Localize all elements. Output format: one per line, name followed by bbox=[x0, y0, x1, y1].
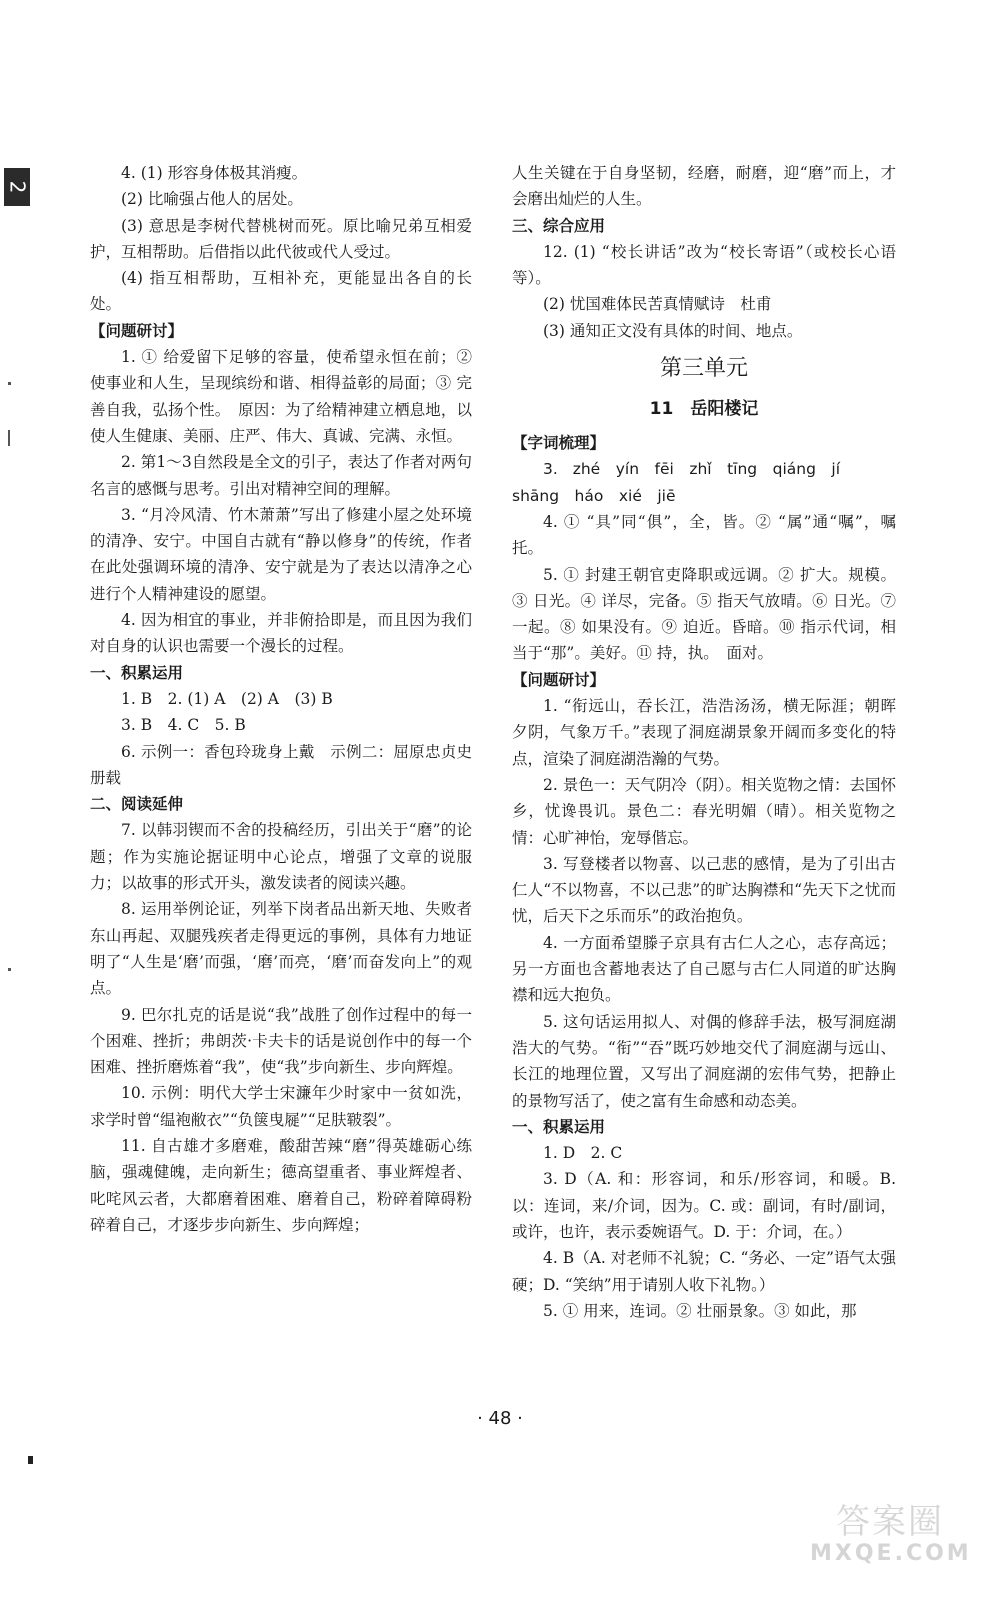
answer-paragraph: 5. ① 封建王朝官吏降职或远调。② 扩大。规模。③ 日光。④ 详尽，完备。⑤ 指天气放晴。⑥ 日光。⑦ 一起。⑧ 如果没有。⑨ 迫近。昏暗。⑩ 指示代词，相当于“那”。美好。⑪ 持，执。 面对。 bbox=[512, 565, 896, 663]
section-tab: 2 bbox=[4, 168, 30, 206]
answer-paragraph: 1. “衔远山，吞长江，浩浩汤汤，横无际涯；朝晖夕阴，气象万千。”表现了洞庭湖景象开阔而多变化的特点，渲染了洞庭湖浩瀚的气势。 bbox=[512, 697, 896, 768]
scan-mark bbox=[8, 382, 11, 385]
site-watermark bbox=[810, 1502, 970, 1572]
answer-paragraph: (2) 忧国难体民苦真情赋诗 杜甫 bbox=[543, 295, 772, 314]
lesson-title: 11 岳阳楼记 bbox=[649, 399, 759, 420]
pinyin-line: 3. zhé yín fēi zhǐ tīng qiáng jí bbox=[543, 460, 841, 479]
answer-paragraph: 8. 运用举例论证，列举下岗者品出新天地、失败者东山再起、双腿残疾者走得更远的事例，具体有力地证明了“人生是‘磨’而强，‘磨’而亮，‘磨’而奋发向上”的观点。 bbox=[90, 900, 472, 998]
left-column bbox=[90, 160, 472, 1238]
page-number: · 48 · bbox=[477, 1408, 523, 1429]
answer-paragraph: (2) 比喻强占他人的居处。 bbox=[121, 190, 303, 209]
answer-paragraph: (4) 指互相帮助，互相补充，更能显出各自的长处。 bbox=[90, 269, 472, 314]
scan-mark bbox=[28, 1456, 33, 1464]
answer-paragraph: 4. (1) 形容身体极其消瘦。 bbox=[121, 164, 308, 182]
answer-paragraph: 5. 这句话运用拟人、对偶的修辞手法，极写洞庭湖浩大的气势。“衔”“吞”既巧妙地交代了洞庭湖与远山、长江的地理位置，又写出了洞庭湖的宏伟气势，把静止的景物写活了，使之富有生命感和动态美。 bbox=[512, 1012, 896, 1110]
answer-paragraph: 4. ① “具”同“俱”，全，皆。② “属”通“嘱”，嘱托。 bbox=[512, 512, 896, 558]
answer-paragraph: 3. 写登楼者以物喜、以己悲的感情，是为了引出古仁人“不以物喜，不以己悲”的旷达胸襟和“先天下之忧而忧，后天下之乐而乐”的政治抱负。 bbox=[512, 854, 896, 926]
answer-paragraph: (3) 通知正文没有具体的时间、地点。 bbox=[543, 321, 803, 340]
scan-mark bbox=[8, 968, 11, 971]
watermark-text: MXQE.COM bbox=[810, 1541, 972, 1566]
pinyin-line: shāng háo xié jiē bbox=[512, 486, 676, 505]
answer-paragraph: 3. “月冷风清、竹木萧萧”写出了修建小屋之处环境的清净、安宁。中国自古就有“静以修身”的传统，作者在此处强调环境的清净、安宁就是为了表达以清净之心进行个人精神建设的愿望。 bbox=[90, 505, 472, 603]
answer-paragraph: 人生关键在于自身坚韧，经磨，耐磨，迎“磨”而上，才会磨出灿烂的人生。 bbox=[512, 164, 896, 209]
section-heading: 【字词梳理】 bbox=[512, 434, 606, 453]
answer-paragraph: 4. 一方面希望滕子京具有古仁人之心，志存高远；另一方面也含蓄地表达了自己愿与古仁人同道的旷达胸襟和远大抱负。 bbox=[512, 933, 896, 1005]
watermark-logo-icon: 答案圈 bbox=[836, 1502, 944, 1542]
answer-paragraph: 12. (1) “校长讲话”改为“校长寄语”（或校长心语等）。 bbox=[512, 242, 896, 288]
answer-paragraph: 1. D 2. C bbox=[543, 1144, 623, 1163]
right-column-top bbox=[512, 160, 896, 344]
answer-paragraph: 2. 景色一：天气阴冷（阴）。相关览物之情：去国怀乡，忧谗畏讥。景色二：春光明媚（晴）。相关览物之情：心旷神怡，宠辱偕忘。 bbox=[512, 775, 896, 847]
section-heading: 【问题研讨】 bbox=[90, 321, 184, 340]
section-heading: 一、积累运用 bbox=[90, 663, 184, 682]
answer-paragraph: 9. 巴尔扎克的话是说“我”战胜了创作过程中的每一个困难、挫折；弗朗茨·卡夫卡的话是说创作中的每一个困难、挫折磨炼着“我”，使“我”步向新生、步向辉煌。 bbox=[90, 1005, 472, 1077]
section-heading: 二、阅读延伸 bbox=[90, 795, 184, 814]
section-heading: 一、积累运用 bbox=[512, 1117, 606, 1136]
answer-paragraph: 4. B（A. 对老师不礼貌；C. “务必、一定”语气太强硬；D. “笑纳”用于请别人收下礼物。） bbox=[512, 1249, 896, 1294]
unit-title: 第三单元 bbox=[659, 356, 748, 382]
section-heading: 三、综合应用 bbox=[512, 216, 606, 235]
answer-paragraph: 5. ① 用来，连词。② 壮丽景象。③ 如此，那 bbox=[543, 1301, 857, 1320]
section-heading: 【问题研讨】 bbox=[512, 670, 606, 689]
answer-paragraph: 10. 示例：明代大学士宋濂年少时家中一贫如洗，求学时曾“缊袍敝衣”“负箧曳屣”“足肤皲裂”。 bbox=[90, 1084, 472, 1129]
answer-paragraph: 11. 自古雄才多磨难，酸甜苦辣“磨”得英雄砺心练脑，强魂健魄，走向新生；德高望重者、事业辉煌者、叱咤风云者，大都磨着困难、磨着自己，粉碎着障碍粉碎着自己，才逐步步向新生、步向辉煌； bbox=[90, 1136, 472, 1234]
answer-paragraph: 1. B 2. (1) A (2) A (3) B bbox=[121, 689, 333, 708]
answer-paragraph: 3. B 4. C 5. B bbox=[121, 716, 246, 735]
answer-paragraph: 3. D（A. 和：形容词，和乐/形容词，和暖。B. 以：连词，来/介词，因为。C. 或：副词，有时/副词，或许，也许，表示委婉语气。D. 于：介词，在。） bbox=[512, 1170, 896, 1241]
answer-paragraph: 2. 第1～3自然段是全文的引子，表达了作者对两句名言的感慨与思考。引出对精神空间的理解。 bbox=[90, 453, 472, 498]
answer-paragraph: (3) 意思是李树代替桃树而死。原比喻兄弟互相爱护，互相帮助。后借指以此代彼或代人受过。 bbox=[90, 216, 472, 261]
answer-paragraph: 7. 以韩羽锲而不舍的投稿经历，引出关于“磨”的论题；作为实施论据证明中心论点，增强了文章的说服力；以故事的形式开头，激发读者的阅读兴趣。 bbox=[90, 821, 472, 893]
scan-mark bbox=[8, 430, 10, 446]
answer-paragraph: 4. 因为相宜的事业，并非俯拾即是，而且因为我们对自身的认识也需要一个漫长的过程。 bbox=[90, 611, 472, 656]
right-column-bottom bbox=[512, 509, 896, 1324]
right-column bbox=[512, 160, 896, 1324]
answer-paragraph: 6. 示例一：香包玲珑身上戴 示例二：屈原忠贞史册载 bbox=[90, 742, 472, 787]
answer-paragraph: 1. ① 给爱留下足够的容量，使希望永恒在前；② 使事业和人生，呈现缤纷和谐、相得益彰的局面；③ 完善自我，弘扬个性。 原因：为了给精神建立栖息地，以使人生健康、美丽、庄严、伟大、真诚、完满、永恒。 bbox=[90, 348, 472, 445]
